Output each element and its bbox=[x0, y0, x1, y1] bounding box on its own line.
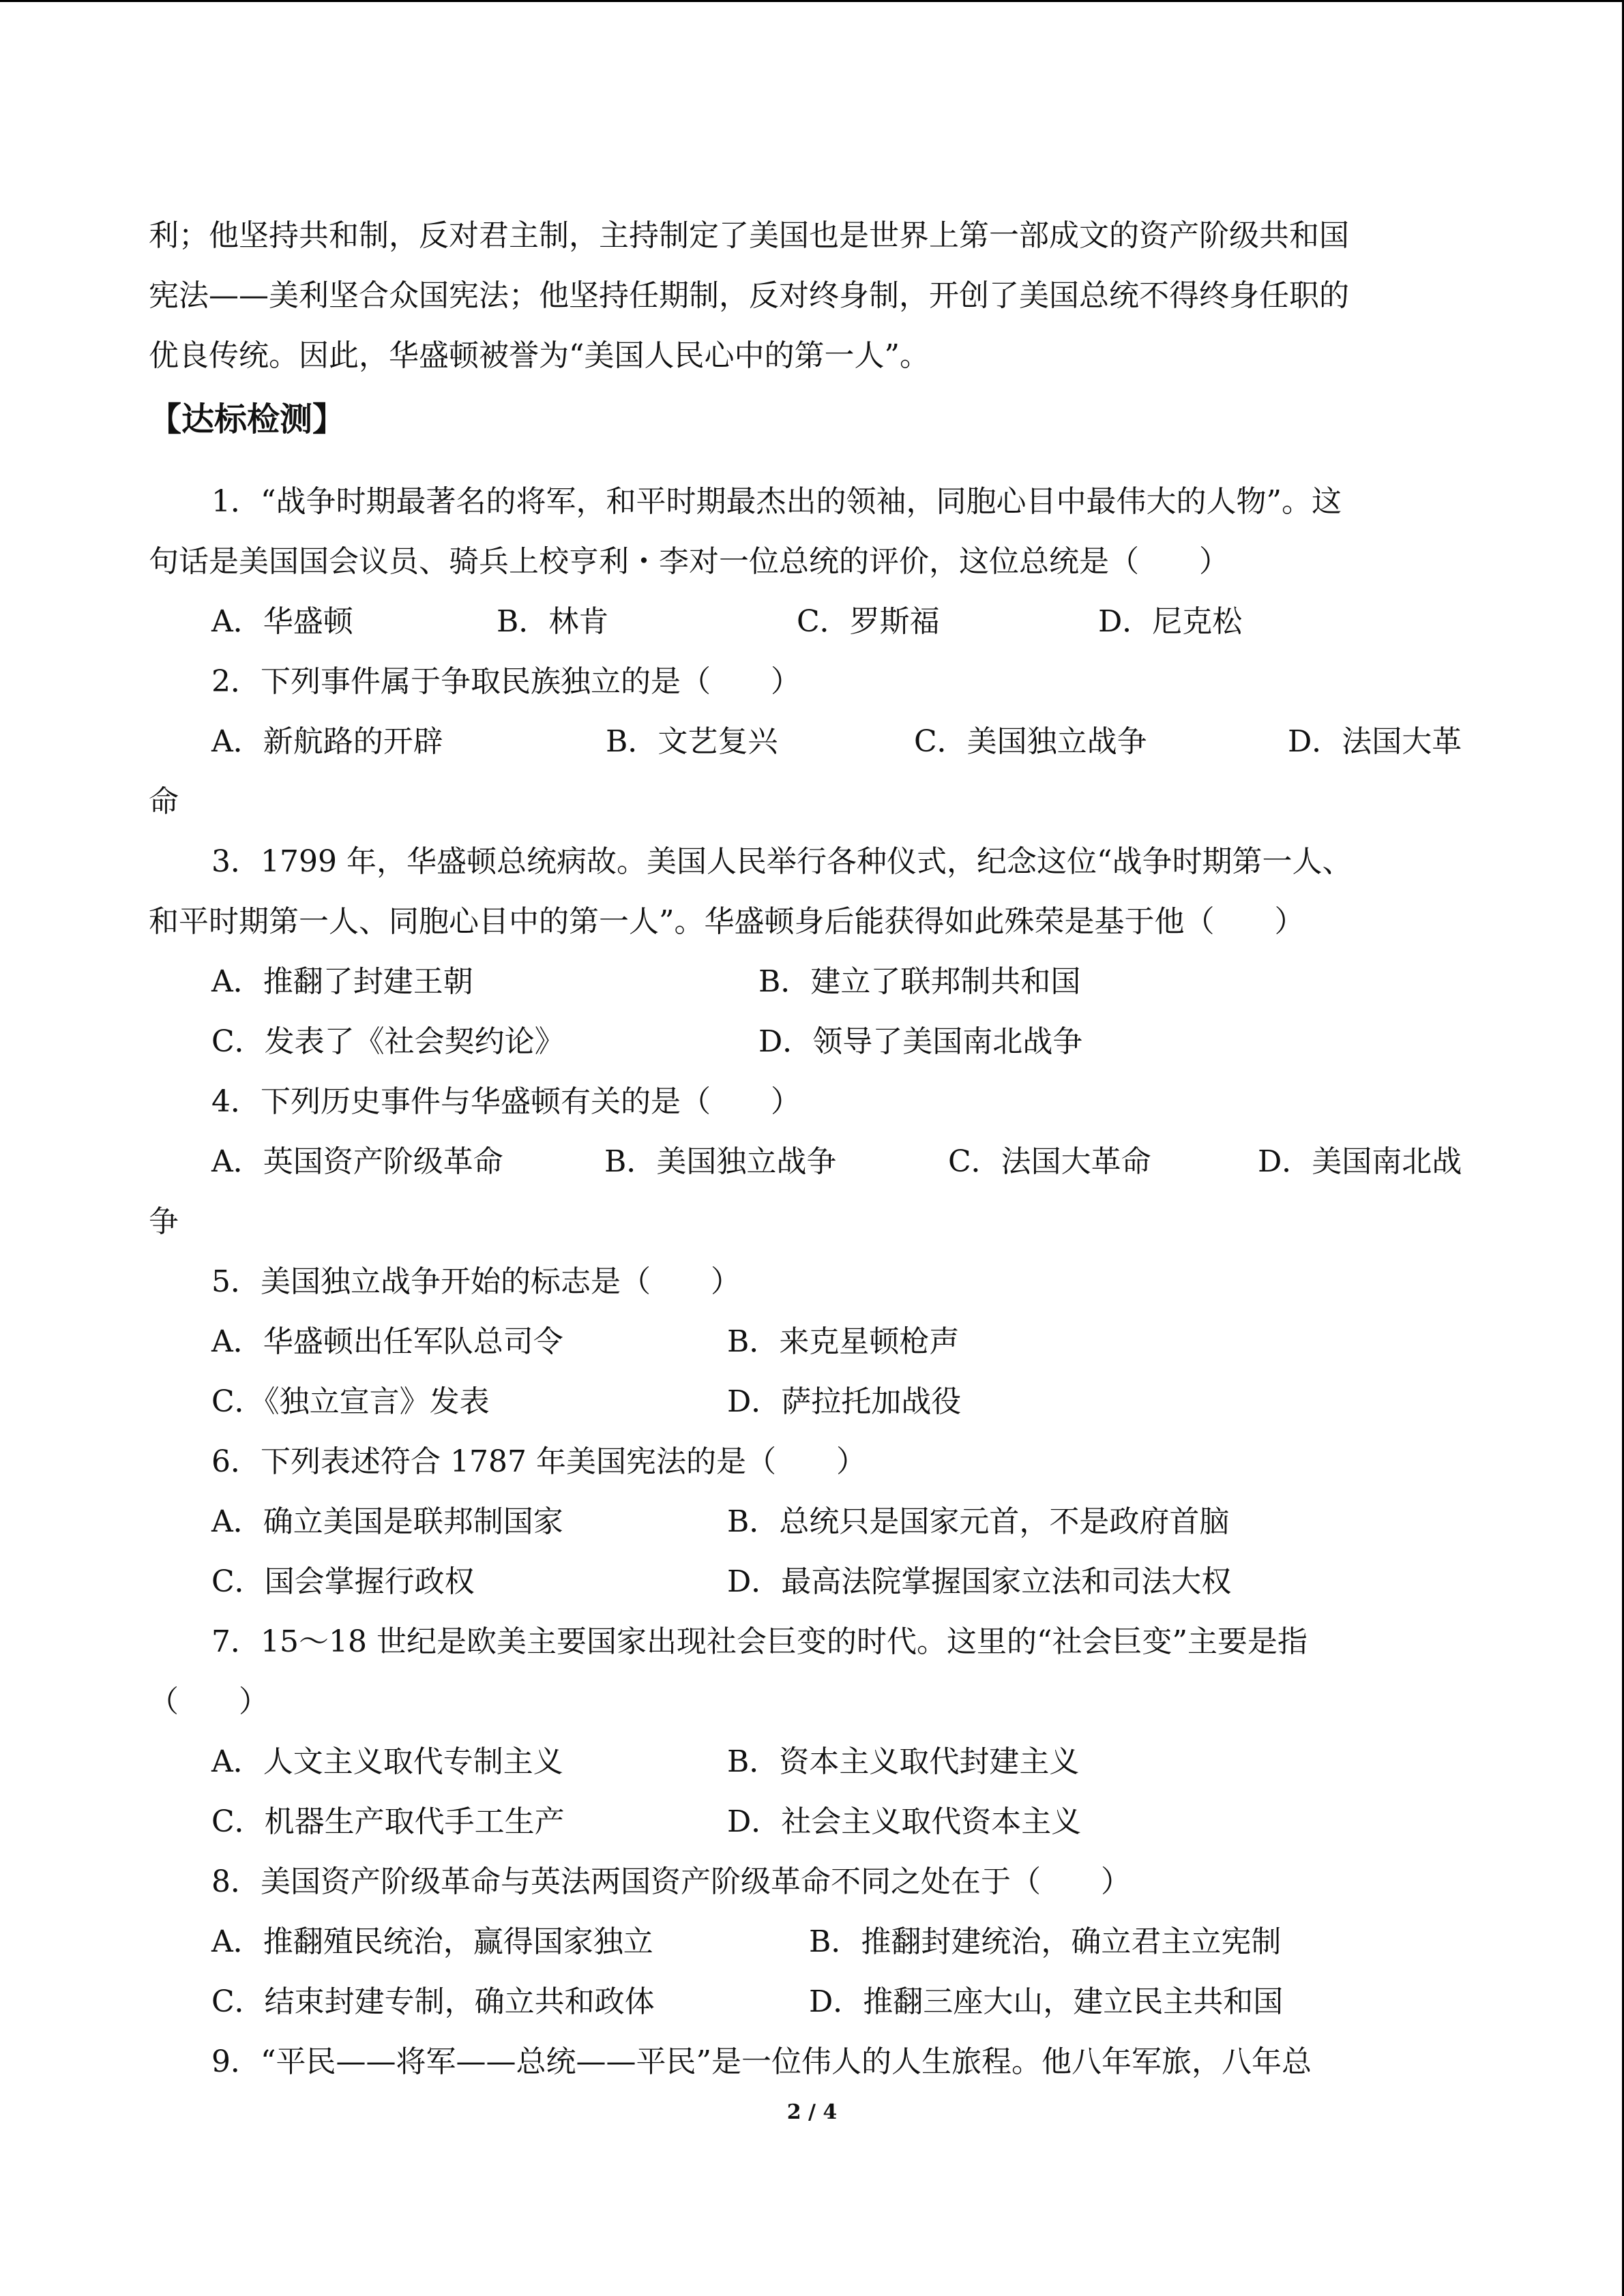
q2-option-b: B．文艺复兴 bbox=[606, 724, 778, 759]
q2-stem: 2．下列事件属于争取民族独立的是（ ） bbox=[211, 664, 801, 699]
q7-option-d: D．社会主义取代资本主义 bbox=[727, 1804, 1082, 1839]
q3-option-b: B．建立了联邦制共和国 bbox=[758, 964, 1081, 999]
q7-option-a: A．人文主义取代专制主义 bbox=[211, 1744, 563, 1779]
intro-line-1: 利；他坚持共和制，反对君主制，主持制定了美国也是世界上第一部成文的资产阶级共和国 bbox=[149, 218, 1349, 253]
q4-option-c: C．法国大革命 bbox=[948, 1144, 1151, 1179]
q4-option-d-continuation: 争 bbox=[149, 1204, 179, 1239]
q9-stem-line-1: 9．“平民——将军——总统——平民”是一位伟人的人生旅程。他八年军旅，八年总 bbox=[211, 2044, 1312, 2079]
q6-option-c: C．国会掌握行政权 bbox=[211, 1564, 475, 1599]
page-number: 2 / 4 bbox=[786, 2100, 838, 2124]
q7-stem-line-2: （ ） bbox=[149, 1684, 269, 1719]
q6-option-a: A．确立美国是联邦制国家 bbox=[211, 1504, 563, 1539]
q2-option-a: A．新航路的开辟 bbox=[211, 724, 443, 759]
intro-line-2: 宪法——美利坚合众国宪法；他坚持任期制，反对终身制，开创了美国总统不得终身任职的 bbox=[149, 278, 1349, 313]
q7-option-b: B．资本主义取代封建主义 bbox=[727, 1744, 1080, 1779]
q2-option-d-continuation: 命 bbox=[149, 784, 179, 819]
q4-stem: 4．下列历史事件与华盛顿有关的是（ ） bbox=[211, 1084, 801, 1119]
q5-option-a: A．华盛顿出任军队总司令 bbox=[211, 1324, 563, 1359]
q4-option-a: A．英国资产阶级革命 bbox=[211, 1144, 503, 1179]
q4-option-d: D．美国南北战 bbox=[1258, 1144, 1462, 1179]
q5-option-c: C．《独立宣言》发表 bbox=[211, 1384, 490, 1419]
q8-stem: 8．美国资产阶级革命与英法两国资产阶级革命不同之处在于（ ） bbox=[211, 1864, 1131, 1899]
q6-option-b: B．总统只是国家元首，不是政府首脑 bbox=[727, 1504, 1230, 1539]
q3-stem-line-1: 3．1799 年，华盛顿总统病故。美国人民举行各种仪式，纪念这位“战争时期第一人、 bbox=[211, 844, 1353, 879]
q2-option-c: C．美国独立战争 bbox=[914, 724, 1147, 759]
q1-option-c: C．罗斯福 bbox=[797, 604, 940, 639]
q3-option-d: D．领导了美国南北战争 bbox=[758, 1024, 1083, 1059]
q8-option-a: A．推翻殖民统治，赢得国家独立 bbox=[211, 1924, 653, 1959]
q8-option-d: D．推翻三座大山，建立民主共和国 bbox=[809, 1984, 1284, 2019]
q3-option-a: A．推翻了封建王朝 bbox=[211, 964, 473, 999]
q1-stem-line-2: 句话是美国国会议员、骑兵上校亨利・李对一位总统的评价，这位总统是（ ） bbox=[149, 544, 1229, 579]
q6-option-d: D．最高法院掌握国家立法和司法大权 bbox=[727, 1564, 1232, 1599]
q6-stem: 6．下列表述符合 1787 年美国宪法的是（ ） bbox=[211, 1444, 866, 1479]
q8-option-c: C．结束封建专制，确立共和政体 bbox=[211, 1984, 655, 2019]
q1-stem-line-1: 1．“战争时期最著名的将军，和平时期最杰出的领袖，同胞心目中最伟大的人物”。这 bbox=[211, 484, 1342, 519]
q3-stem-line-2: 和平时期第一人、同胞心目中的第一人”。华盛顿身后能获得如此殊荣是基于他（ ） bbox=[149, 904, 1305, 939]
intro-line-3: 优良传统。因此，华盛顿被誉为“美国人民心中的第一人”。 bbox=[149, 338, 930, 373]
q1-option-b: B．林肯 bbox=[497, 604, 609, 639]
section-heading: 【达标检测】 bbox=[149, 400, 346, 438]
q1-option-a: A．华盛顿 bbox=[211, 604, 353, 639]
q4-option-b: B．美国独立战争 bbox=[604, 1144, 837, 1179]
q5-option-d: D．萨拉托加战役 bbox=[727, 1384, 962, 1419]
q7-stem-line-1: 7．15～18 世纪是欧美主要国家出现社会巨变的时代。这里的“社会巨变”主要是指 bbox=[211, 1624, 1308, 1659]
q3-option-c: C．发表了《社会契约论》 bbox=[211, 1024, 565, 1059]
q8-option-b: B．推翻封建统治，确立君主立宪制 bbox=[809, 1924, 1282, 1959]
q2-option-d: D．法国大革 bbox=[1288, 724, 1462, 759]
q5-option-b: B．来克星顿枪声 bbox=[727, 1324, 960, 1359]
top-border bbox=[0, 0, 1624, 2]
q5-stem: 5．美国独立战争开始的标志是（ ） bbox=[211, 1264, 741, 1299]
q7-option-c: C．机器生产取代手工生产 bbox=[211, 1804, 565, 1839]
q1-option-d: D．尼克松 bbox=[1098, 604, 1243, 639]
